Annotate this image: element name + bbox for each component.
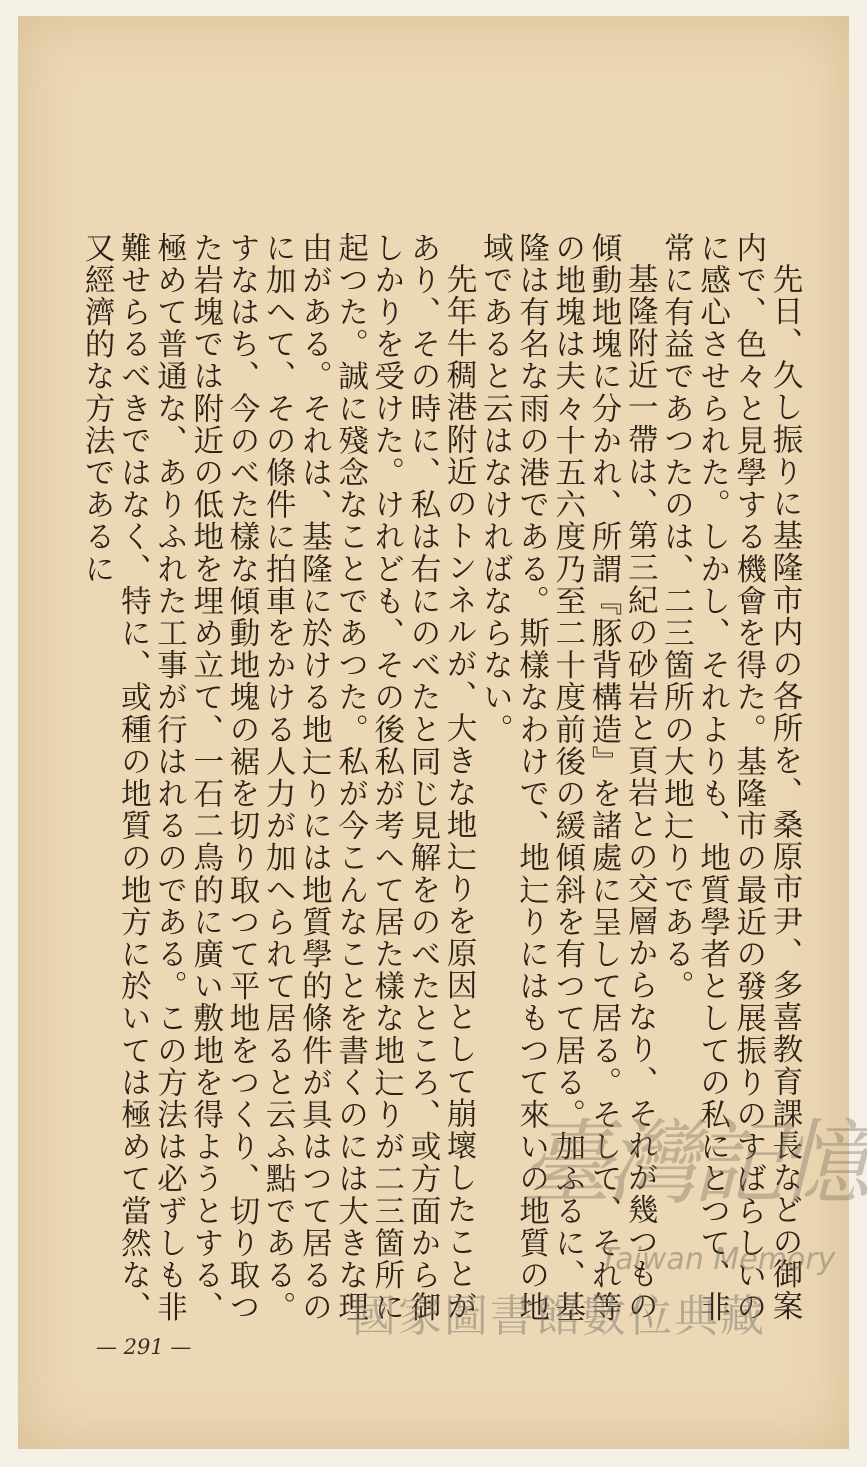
paragraph-1: 先日、久し振りに基隆市内の各所を、桑原市尹、多喜教育課長などの御案内で、色々と見學する機會を得た。基隆市の最近の發展振りのすばらしいのに感心させられた。しかし、それよりも、地質學者としての私にとつて、非常に有益であつたのは、二三箇所の大地辷りである。 bbox=[658, 232, 802, 1324]
watermark-library-text: 國家圖書館數位典藏 bbox=[352, 1291, 766, 1342]
paragraph-3: 先年牛稠港附近のトンネルが、大きな地辷りを原因として崩壞したことがあり、その時に、私は右にのべたと同じ見解をのべたところ、或方面から御しかりを受けた。けれども、その後私が考へて居た樣な地辷りが二三箇所に起つた。誠に殘念なことであつた。私が今こんなことを書くのには大きな理由がある。それは、基隆に於ける地辷りには地質學的條件が具はつて居るのに加へて、その條件に拍車をかける人力が加へられて居ると云ふ點である。すなはち、今のべた樣な傾動地塊の裾を切り取つて平地をつくり、切り取つた岩塊では附近の低地を埋め立て、一石二鳥的に廣い敷地を得ようとする、極めて普通な、ありふれた工事が行はれるのである。この方法は必ずしも非難せらるべきではなく、特に、或種の地質の地方に於いては極めて當然な、又經濟的な方法であるに bbox=[79, 232, 477, 1324]
paragraph-2: 基隆附近一帶は、第三紀の砂岩と頁岩との交層からなり、それが幾つもの傾動地塊に分かれ、所謂『豚背構造』を諸處に呈して居る。そして、それ等の地塊は夫々十五六度乃至二十度前後の緩傾斜を有つて居る。加ふるに、基隆は有名な雨の港である。斯樣なわけで、地辷りにはもつて來いの地質の地域であると云はなければならない。 bbox=[477, 232, 658, 1324]
watermark-logo: 臺灣記憶 bbox=[520, 1110, 865, 1217]
watermark-english-text: Taiwan Memory bbox=[600, 1242, 836, 1277]
page-number: — 291 — bbox=[96, 1335, 192, 1359]
